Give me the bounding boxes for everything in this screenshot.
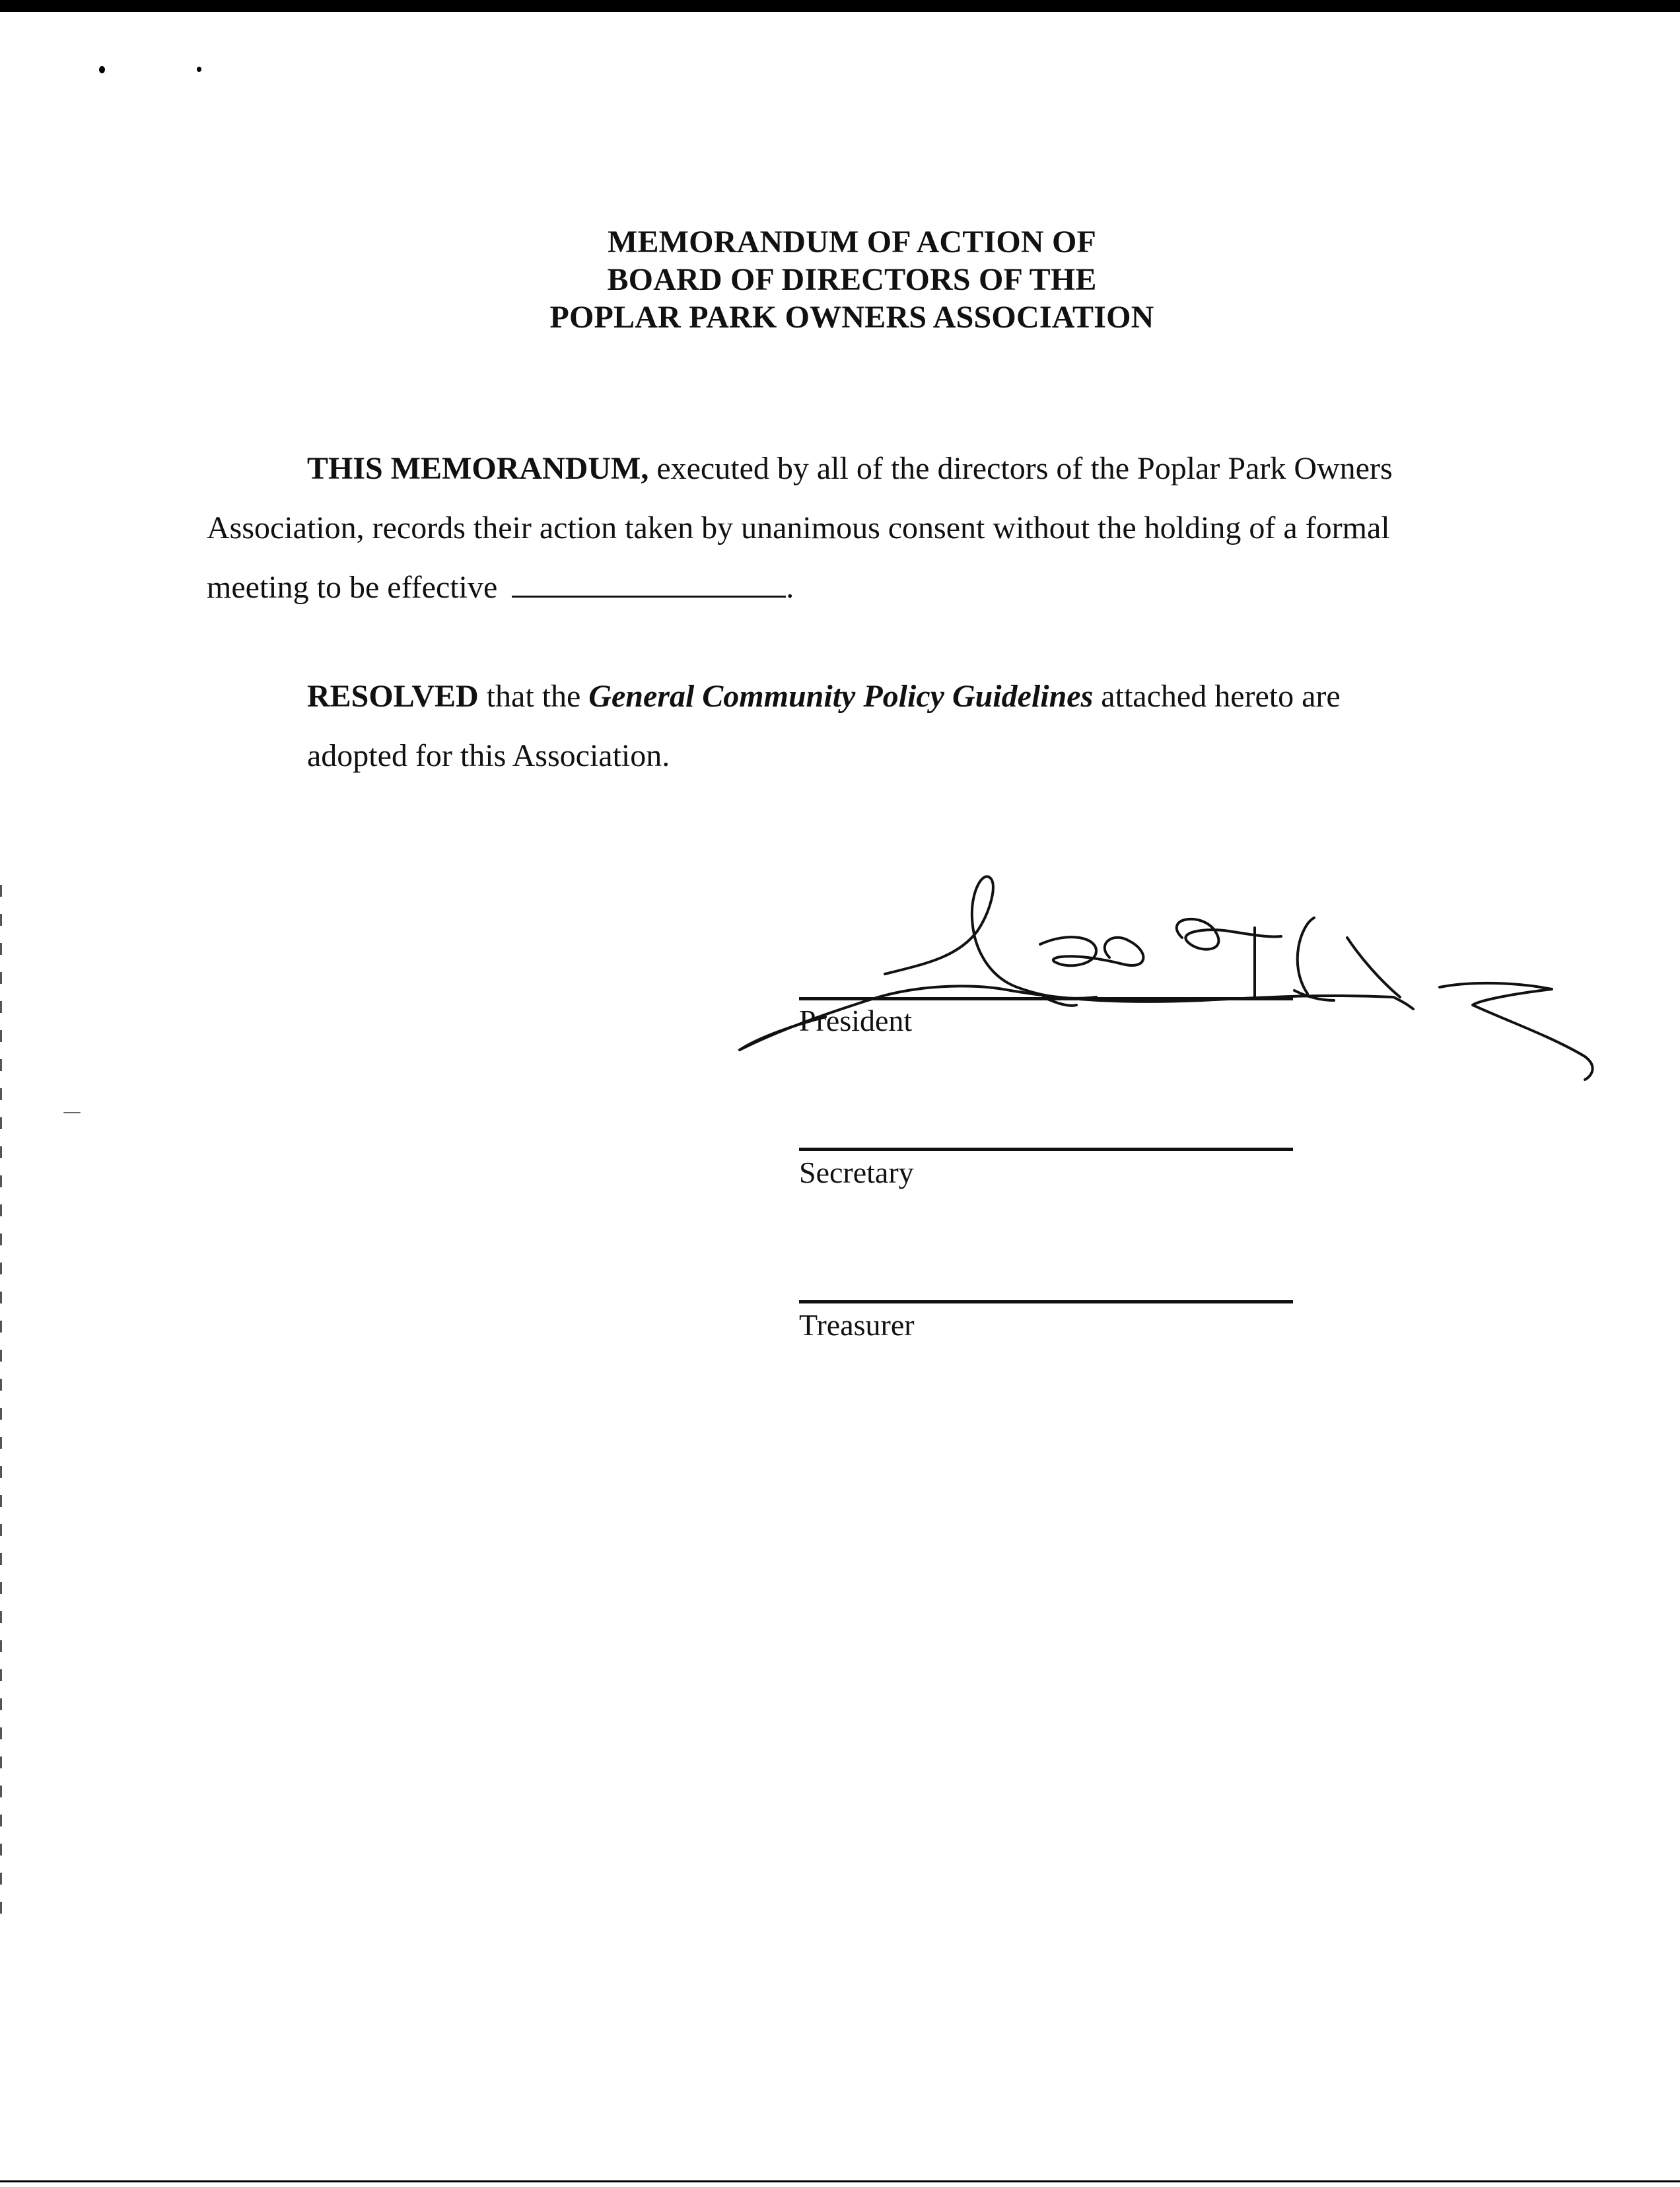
treasurer-label: Treasurer — [799, 1308, 915, 1342]
memorandum-paragraph — [207, 439, 1435, 617]
scan-speck — [99, 66, 105, 73]
guidelines-title: General Community Policy Guidelines — [588, 679, 1094, 714]
memorandum-trail: . — [786, 570, 794, 605]
president-label: President — [799, 1004, 913, 1037]
scan-speck — [63, 1112, 81, 1113]
scan-speck — [197, 67, 201, 72]
treasurer-signature-line — [799, 1300, 1293, 1303]
secretary-label: Secretary — [799, 1156, 914, 1189]
memorandum-lead: THIS MEMORANDUM, — [307, 451, 649, 486]
memorandum-body: executed by all of the directors of the Poplar Park Owners Association, records their action taken by unanimous consent without the holding of a formal meeting to be effective — [207, 451, 1393, 605]
resolved-pre: that the — [478, 679, 589, 714]
scan-bottom-rule — [0, 2180, 1680, 2182]
president-handwritten-signature — [726, 865, 1638, 1116]
secretary-signature-line — [799, 1148, 1293, 1151]
title-line-1: MEMORANDUM OF ACTION OF — [607, 225, 1097, 260]
title-line-3: POPLAR PARK OWNERS ASSOCIATION — [549, 300, 1154, 335]
resolution-paragraph — [307, 667, 1436, 786]
title-line-2: BOARD OF DIRECTORS OF THE — [607, 262, 1097, 297]
effective-date-blank[interactable] — [512, 571, 786, 598]
resolved-lead: RESOLVED — [307, 679, 479, 714]
resolved-post: attached hereto are adopted for this Association. — [307, 679, 1341, 773]
scan-top-border — [0, 0, 1680, 12]
document-title — [0, 223, 1680, 336]
scan-left-edge — [0, 885, 2, 1915]
